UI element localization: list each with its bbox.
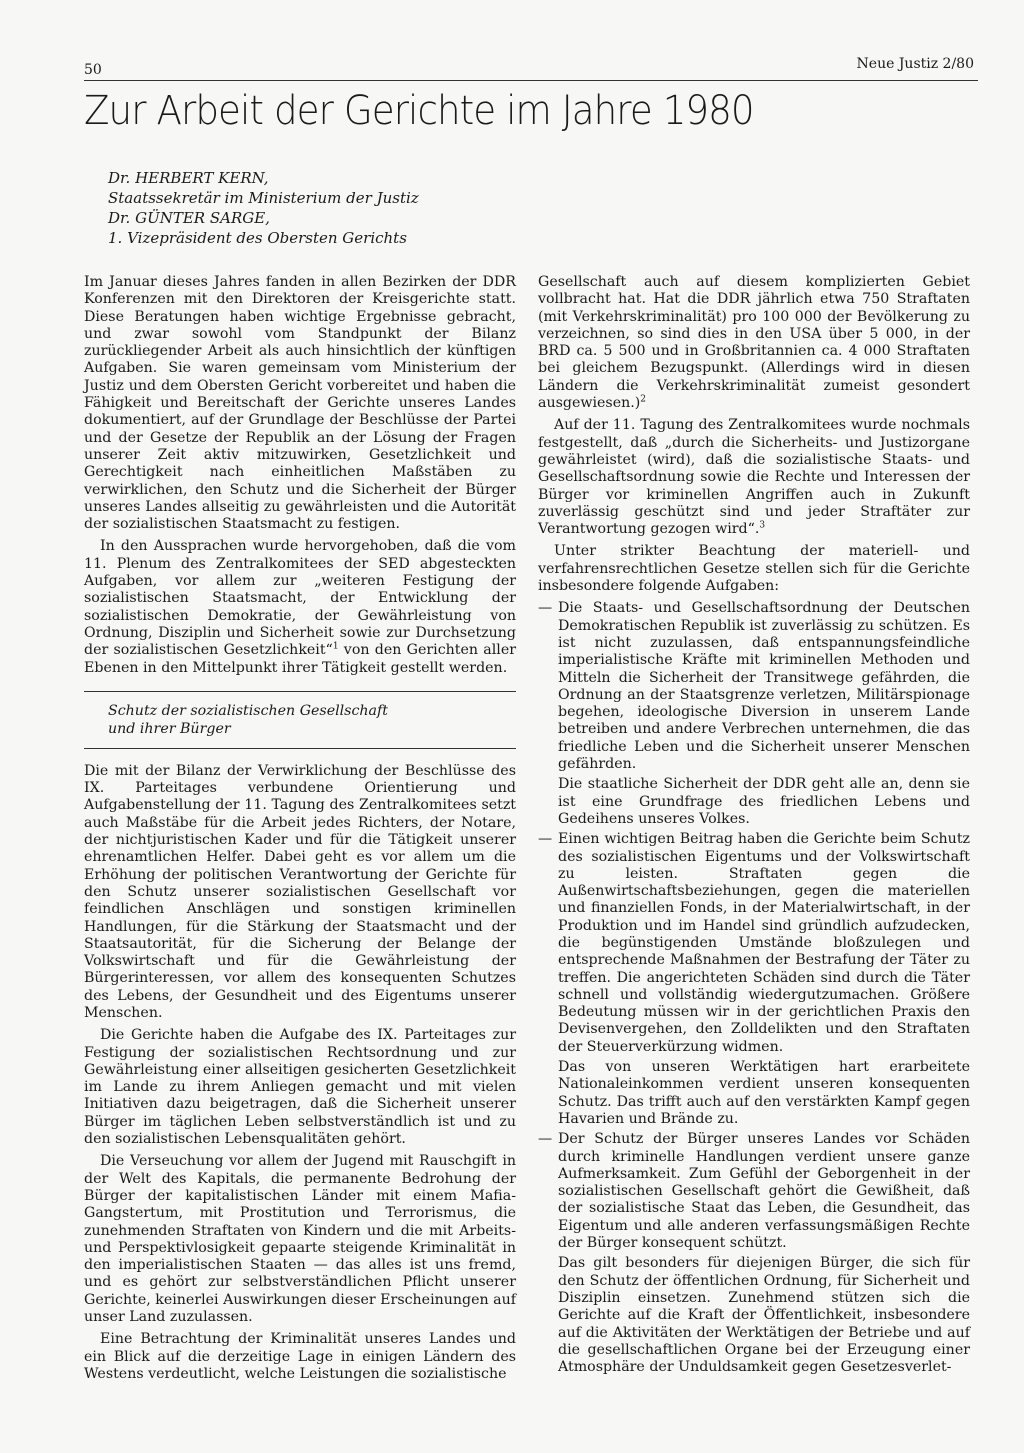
author-1-name: Dr. HERBERT KERN, [108, 169, 269, 187]
list-item-3-paragraph-1: Der Schutz der Bürger unseres Landes vor Schäden durch kriminelle Handlungen verdient unsere ganze Aufmerksamkeit. Zum Gefühl der Geborgenheit in der sozialistischen Gesellschaft gehört die Gewißheit, daß der sozialistische Staat das Leben, die Gesundheit, das Eigentum und alle anderen verfassungsmäßigen Rechte der Bürger konsequent schützt. [558, 1131, 970, 1252]
list-item [538, 831, 970, 1128]
list-item-2-paragraph-1: Einen wichtigen Beitrag haben die Gerichte beim Schutz des sozialistischen Eigentums und der Volkswirtschaft zu leisten. Straftaten gegen die Außenwirtschaftsbeziehungen, gegen die materiellen und finanziellen Fonds, in der Materialwirtschaft, in der Produktion und im Handel sind gründlich aufzudecken, die begünstigenden Umstände bloßzulegen und entsprechende Maßnahmen der Bestrafung der Täter zu treffen. Die angerichteten Schäden sind durch die Täter schnell und vollständig wiedergutzumachen. Größere Bedeutung müssen wir in der gerichtlichen Praxis den Devisenvergehen, den Zolldelikten und den Straftaten der Steuerverkürzung widmen. [558, 831, 970, 1055]
author-2-name: Dr. GÜNTER SARGE, [108, 209, 270, 227]
article-title: Zur Arbeit der Gerichte im Jahre 1980 [84, 88, 754, 134]
section-paragraph-2: Die Gerichte haben die Aufgabe des IX. Parteitages zur Festigung der sozialistischen Rechtsordnung und zur Gewährleistung einer allseitigen gesicherten Gesetzlichkeit im Lande zu ihrem Anliegen gemacht und mit vielen Initiativen dazu beigetragen, daß die Sicherheit unserer Bürger im täglichen Leben selbstverständlich ist und zu den sozialistischen Lebensqualitäten gehört. [84, 1027, 516, 1148]
list-dash: — [538, 831, 553, 848]
right-paragraph-1 [538, 274, 970, 412]
author-1-role: Staatssekretär im Ministerium der Justiz [108, 189, 419, 207]
list-item-1-paragraph-1: Die Staats- und Gesellschaftsordnung der Deutschen Demokratischen Republik ist zuverlässig zu schützen. Es ist nicht zuzulassen, daß entspannungsfeindliche imperialistische Kräfte mit kriminellen Methoden und Mitteln die Sicherheit der Transitwege gefährden, die Ordnung an der Staatsgrenze verletzen, Militärspionage begehen, ideologische Diversion in unserem Lande betreiben und andere Verbrechen unternehmen, die das friedliche Leben und die Sicherheit unserer Menschen gefährden. [558, 600, 970, 773]
footnote-ref-2: 2 [640, 394, 647, 405]
list-item-2-paragraph-2: Das von unseren Werktätigen hart erarbeitete Nationaleinkommen verdient unseren konsequenten Schutz. Das trifft auch auf den verstärkten Kampf gegen Havarien und Brände zu. [558, 1059, 970, 1127]
list-item-1-paragraph-2: Die staatliche Sicherheit der DDR geht alle an, denn sie ist eine Grundfrage des friedlichen Lebens und Gedeihens unseres Volkes. [558, 776, 970, 827]
section-heading [84, 702, 516, 738]
right-paragraph-1-text: Gesellschaft auch auf diesem komplizierten Gebiet vollbracht hat. Hat die DDR jährlich etwa 750 Straftaten (mit Verkehrskriminalität) pro 100 000 der Bevölkerung zu verzeichnen, so sind dies in den USA über 5 000, in der BRD ca. 5 500 und in Großbritannien ca. 4 000 Straftaten bei gleichem Bezugspunkt. (Allerdings wird in diesen Ländern die Verkehrskriminalität zumeist gesondert ausgewiesen.) [538, 274, 970, 412]
section-paragraph-1: Die mit der Bilanz der Verwirklichung der Beschlüsse des IX. Parteitages verbundene Orientierung und Aufgabenstellung der 11. Tagung des Zentralkomitees setzt auch Maßstäbe für die Arbeit jedes Richters, der Notare, der nichtjuristischen Kader und für die Tätigkeit unserer ehrenamtlichen Helfer. Dabei geht es vor allem um die Erhöhung der politischen Verantwortung der Gerichte für den Schutz unserer sozialistischen Gesellschaft vor feindlichen Anschlägen und sonstigen kriminellen Handlungen, für die Stärkung der Staatsmacht und der Staatsautorität, für die Sicherung der Belange der Volkswirtschaft und für die Gewährleistung der Bürgerinteressen, vor allem des konsequenten Schutzes des Lebens, der Gesundheit und des Eigentums unserer Menschen. [84, 762, 516, 1021]
header-rule [84, 80, 978, 81]
section-paragraph-3: Die Verseuchung vor allem der Jugend mit Rauschgift in der Welt des Kapitals, die permanente Bedrohung der Bürger der kapitalistischen Länder mit einem Mafia-Gangstertum, mit Prostitution und Terrorismus, die zunehmenden Straftaten von Kindern und die mit Arbeits- und Perspektivlosigkeit gepaarte steigende Kriminalität in den imperialistischen Staaten — das alles ist uns fremd, und es gehört zur selbstverständlichen Pflicht unserer Gerichte, keinerlei Auswirkungen dieser Erscheinungen auf unser Land zuzulassen. [84, 1153, 517, 1326]
page-number: 50 [84, 62, 102, 78]
footnote-ref-1: 1 [332, 641, 339, 652]
right-column [538, 274, 970, 1379]
right-paragraph-3: Unter strikter Beachtung der materiell- und verfahrensrechtlichen Gesetze stellen sich für die Gerichte insbesondere folgende Aufgaben: [538, 543, 970, 595]
author-block [108, 168, 419, 248]
section-heading-line-2: und ihrer Bürger [108, 720, 231, 737]
intro-paragraph-1: Im Januar dieses Jahres fanden in allen Bezirken der DDR Konferenzen mit den Direktoren der Kreisgerichte statt. Diese Beratungen haben wichtige Ergebnisse gebracht, und zwar sowohl vom Standpunkt der Bilanz zurückliegender Arbeit als auch hinsichtlich der künftigen Aufgaben. Sie waren gemeinsam vom Ministerium der Justiz und dem Obersten Gericht vorbereitet und haben die Fähigkeit und Bereitschaft der Gerichte unseres Landes dokumentiert, auf der Grundlage der Beschlüsse der Partei und der Gesetze der Republik an der Lösung der Fragen unserer Zeit aktiv mitzuwirken, Gesetzlichkeit und Gerechtigkeit nach einheitlichen Maßstäben zu verwirklichen, den Schutz und die Sicherheit der Bürger unseres Landes allseitig zu gewährleisten und die Autorität der sozialistischen Staatsmacht zu festigen. [84, 274, 516, 533]
section-paragraph-4: Eine Betrachtung der Kriminalität unseres Landes und ein Blick auf die derzeitige Lage in einigen Ländern des Westens verdeutlicht, welche Leistungen die sozialistische [84, 1331, 516, 1382]
list-item [538, 600, 970, 828]
section-heading-line-1: Schutz der sozialistischen Gesellschaft [108, 702, 388, 719]
intro-paragraph-2 [84, 538, 516, 676]
right-paragraph-2 [538, 417, 970, 538]
intro-paragraph-2-text: In den Aussprachen wurde hervorgehoben, daß die vom 11. Plenum des Zentralkomitees der SED abgesteckten Aufgaben, vor allem zur „weiteren Festigung der sozialistischen Staatsmacht, der Entwicklung der sozialistischen Demokratie, der Gewährleistung von Ordnung, Disziplin und Sicherheit sowie zur Durchsetzung der sozialistischen Gesetzlichkeit“ [84, 538, 516, 659]
left-column [84, 274, 516, 1388]
list-item [538, 1131, 970, 1376]
list-dash: — [538, 1131, 553, 1148]
list-dash: — [538, 600, 553, 617]
intro-paragraph-2-tail: von den Gerichten aller Ebenen in den Mittelpunkt ihrer Tätigkeit gestellt werden. [84, 642, 516, 676]
section-rule-bottom [84, 748, 516, 749]
author-2-role: 1. Vizepräsident des Obersten Gerichts [108, 229, 407, 247]
section-rule-top [84, 691, 516, 692]
footnote-ref-3: 3 [759, 520, 766, 531]
right-paragraph-2-text: Auf der 11. Tagung des Zentralkomitees wurde nochmals festgestellt, daß „durch die Sicherheits- und Justizorgane gewährleistet (wird), daß die sozialistische Staats- und Gesellschaftsordnung sowie die Rechte und Interessen der Bürger vor kriminellen Angriffen auch in Zukunft zuverlässig geschützt sind und jeder Straftäter zur Verantwortung gezogen wird“. [538, 417, 970, 538]
list-item-3-paragraph-2: Das gilt besonders für diejenigen Bürger, die sich für den Schutz der öffentlichen Ordnung, für Sicherheit und Disziplin einsetzen. Zunehmend stützen sich die Gerichte auf die Kraft der Öffentlichkeit, insbesondere auf die Aktivitäten der Werktätigen der Betriebe und auf die gesellschaftlichen Organe bei der Erzeugung einer Atmosphäre der Unduldsamkeit gegen Gesetzesverlet- [558, 1255, 970, 1376]
journal-issue: Neue Justiz 2/80 [856, 56, 974, 72]
